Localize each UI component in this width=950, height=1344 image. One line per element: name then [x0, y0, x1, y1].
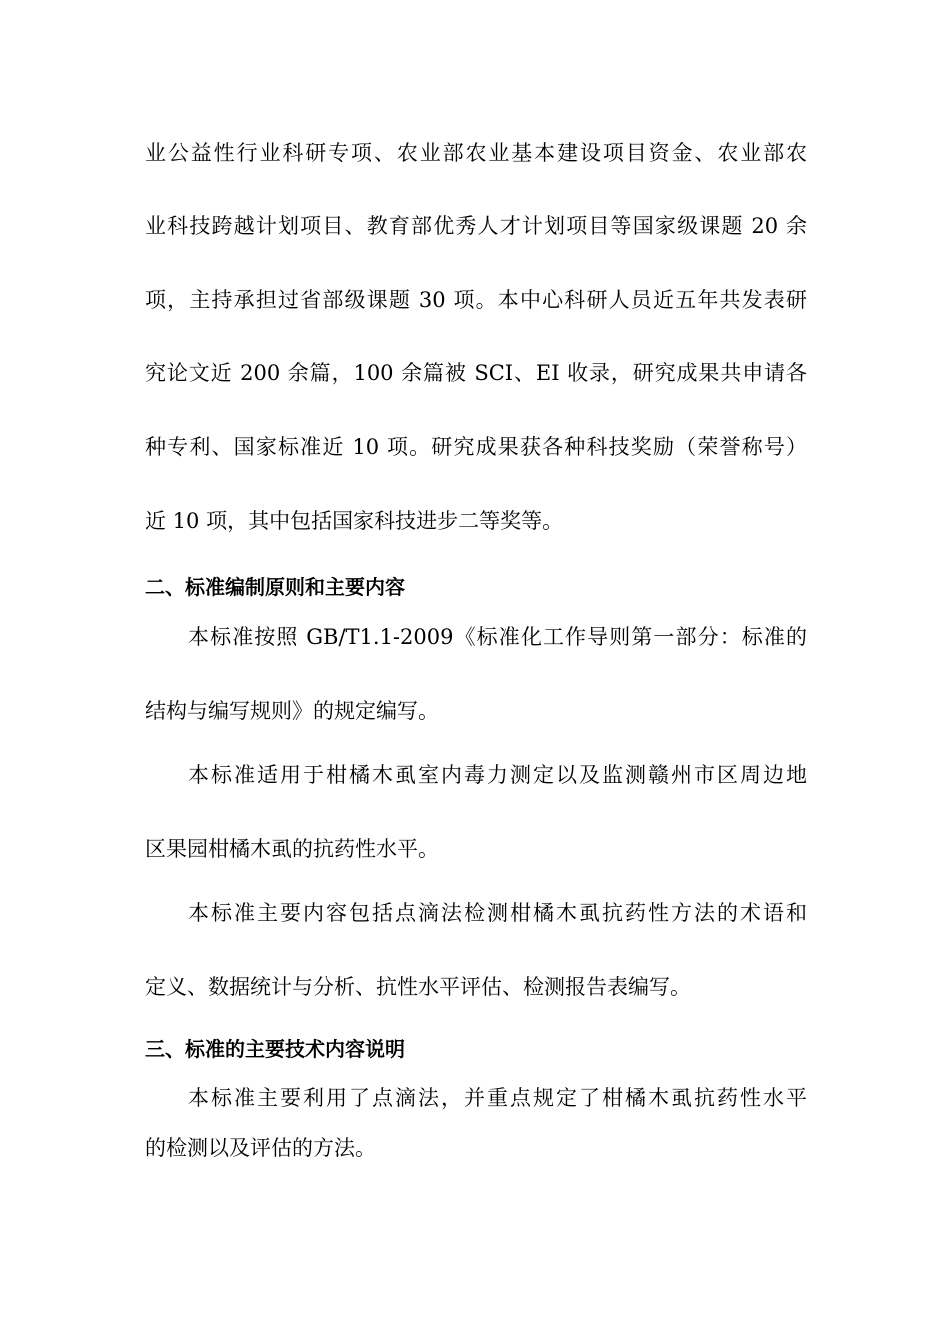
section-heading: 三、标准的主要技术内容说明: [145, 1037, 405, 1061]
paragraph-line: 近 10 项，其中包括国家科技进步二等奖等。: [145, 509, 564, 533]
paragraph-line: 本标准主要内容包括点滴法检测柑橘木虱抗药性方法的术语和: [188, 901, 807, 925]
paragraph-line: 究论文近 200 余篇，100 余篇被 SCI、EI 收录，研究成果共申请各: [145, 361, 807, 385]
paragraph-line: 定义、数据统计与分析、抗性水平评估、检测报告表编写。: [145, 975, 691, 999]
paragraph-line: 结构与编写规则》的规定编写。: [145, 699, 439, 723]
section-heading: 二、标准编制原则和主要内容: [145, 575, 405, 599]
paragraph-line: 业科技跨越计划项目、教育部优秀人才计划项目等国家级课题 20 余: [145, 214, 807, 238]
paragraph-line: 本标准适用于柑橘木虱室内毒力测定以及监测赣州市区周边地: [188, 763, 807, 787]
paragraph-line: 区果园柑橘木虱的抗药性水平。: [145, 837, 439, 861]
paragraph-line: 种专利、国家标准近 10 项。研究成果获各种科技奖励（荣誉称号）: [145, 435, 807, 459]
paragraph-line: 业公益性行业科研专项、农业部农业基本建设项目资金、农业部农: [145, 141, 807, 165]
paragraph-line: 本标准按照 GB/T1.1-2009《标准化工作导则第一部分：标准的: [188, 625, 807, 649]
paragraph-line: 本标准主要利用了点滴法，并重点规定了柑橘木虱抗药性水平: [188, 1086, 807, 1110]
paragraph-line: 项，主持承担过省部级课题 30 项。本中心科研人员近五年共发表研: [145, 288, 807, 312]
paragraph-line: 的检测以及评估的方法。: [145, 1136, 376, 1160]
